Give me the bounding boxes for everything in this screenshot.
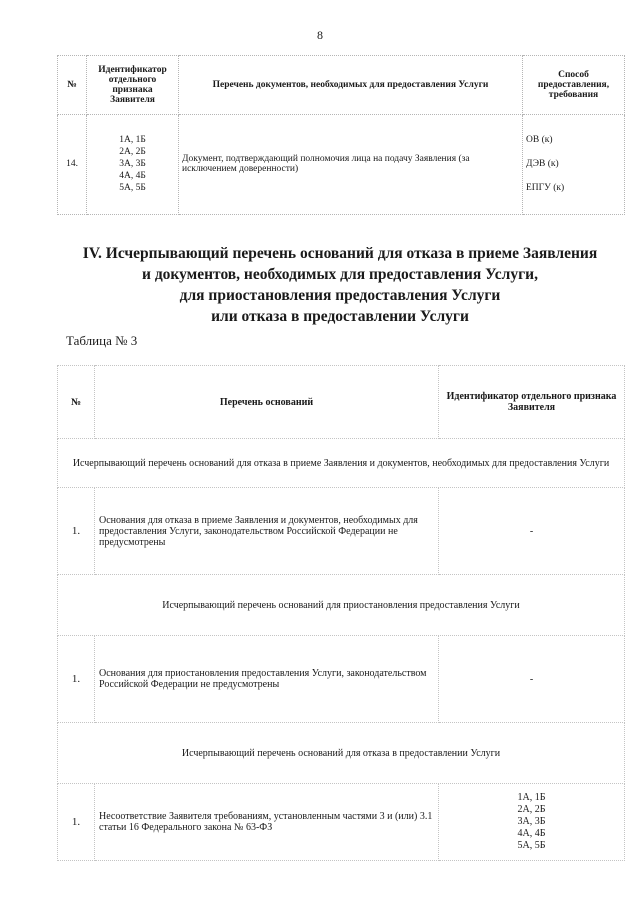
table-row xyxy=(58,114,625,214)
section-title: Исчерпывающий перечень оснований для отказа в приеме Заявления и документов, необходимых для предоставления Услуги xyxy=(58,439,625,488)
section-title: Исчерпывающий перечень оснований для приостановления предоставления Услуги xyxy=(58,575,625,636)
page-number: 8 xyxy=(317,28,323,42)
id-line: 1А, 1Б xyxy=(517,792,546,803)
section-row xyxy=(58,439,625,488)
column-header-id: Идентификатор отдельного признака Заявителя xyxy=(87,56,179,115)
row-text: Основания для отказа в приеме Заявления и документов, необходимых для предоставления Услуги, законодательством Российской Федерации не предусмотрены xyxy=(95,488,439,575)
table-caption: Таблица № 3 xyxy=(66,333,138,348)
row-num: 14. xyxy=(58,114,87,214)
section-heading xyxy=(40,243,640,327)
id-line: 4А, 4Б xyxy=(119,171,146,182)
column-header-num: № xyxy=(58,366,95,439)
id-line: 3А, 3Б xyxy=(119,159,146,170)
row-num: 1. xyxy=(58,636,95,723)
section-row xyxy=(58,723,625,784)
column-header-num: № xyxy=(58,56,87,115)
row-num: 1. xyxy=(58,784,95,861)
table-row xyxy=(58,636,625,723)
method-line: ЕПГУ (к) xyxy=(526,183,565,194)
row-ids xyxy=(87,114,179,214)
heading-line: и документов, необходимых для предоставления Услуги, xyxy=(142,266,538,283)
method-line: ДЭВ (к) xyxy=(526,159,559,170)
id-line: 5А, 5Б xyxy=(119,183,146,194)
heading-line: IV. Исчерпывающий перечень оснований для отказа в приеме Заявления xyxy=(82,245,598,262)
section-row xyxy=(58,575,625,636)
id-line: 2А, 2Б xyxy=(517,804,546,815)
row-ids xyxy=(439,784,625,861)
id-line: 5А, 5Б xyxy=(517,840,546,851)
table-row xyxy=(58,488,625,575)
column-header-reasons: Перечень оснований xyxy=(95,366,439,439)
id-line: 2А, 2Б xyxy=(119,147,146,158)
heading-line: для приостановления предоставления Услуги xyxy=(179,287,501,304)
column-header-docs: Перечень документов, необходимых для предоставления Услуги xyxy=(179,56,523,115)
section-title: Исчерпывающий перечень оснований для отказа в предоставлении Услуги xyxy=(58,723,625,784)
documents-table xyxy=(57,55,625,215)
method-line: ОВ (к) xyxy=(526,135,553,146)
row-num: 1. xyxy=(58,488,95,575)
row-ids: - xyxy=(439,488,625,575)
column-header-id: Идентификатор отдельного признака Заявителя xyxy=(439,366,625,439)
table-header-row xyxy=(58,366,625,439)
column-header-method: Способ предоставления, требования xyxy=(523,56,625,115)
row-ids: - xyxy=(439,636,625,723)
id-line: 3А, 3Б xyxy=(517,816,546,827)
id-line: 1А, 1Б xyxy=(119,135,146,146)
table-row xyxy=(58,784,625,861)
row-methods xyxy=(523,114,625,214)
id-line: 4А, 4Б xyxy=(517,828,546,839)
row-document: Документ, подтверждающий полномочия лица на подачу Заявления (за исключением доверенности) xyxy=(179,114,523,214)
table-header-row xyxy=(58,56,625,115)
row-text: Несоответствие Заявителя требованиям, установленным частями 3 и (или) 3.1 статьи 16 Федерального закона № 63-ФЗ xyxy=(95,784,439,861)
heading-line: или отказа в предоставлении Услуги xyxy=(211,308,469,325)
reasons-table xyxy=(57,365,625,861)
row-text: Основания для приостановления предоставления Услуги, законодательством Российской Федерации не предусмотрены xyxy=(95,636,439,723)
